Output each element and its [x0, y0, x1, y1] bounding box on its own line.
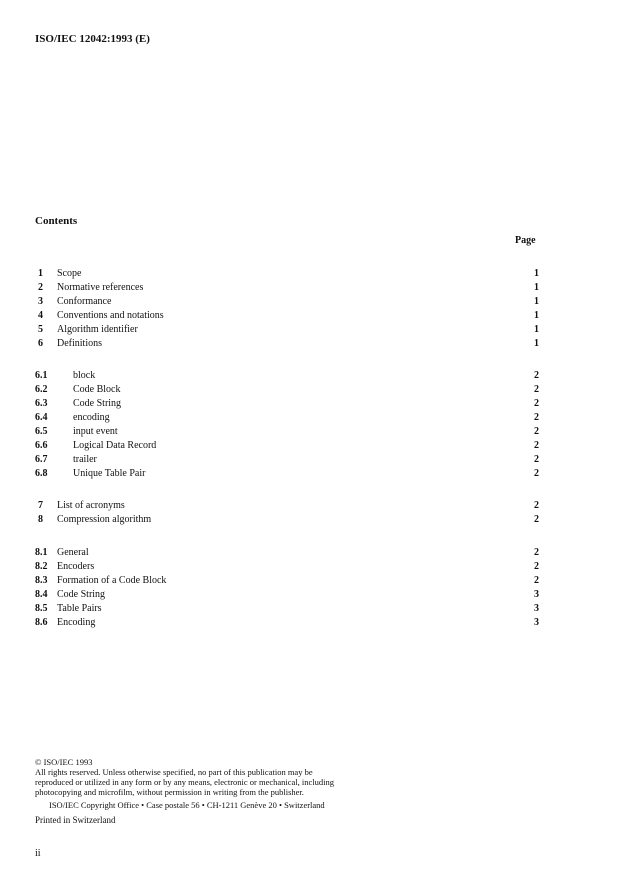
toc-entry-page: 1	[534, 338, 539, 349]
page-number: ii	[35, 848, 41, 859]
toc-entry-page: 2	[534, 412, 539, 423]
toc-entry-page: 2	[534, 440, 539, 451]
toc-entry-title: Logical Data Record	[73, 440, 157, 451]
document-header: ISO/IEC 12042:1993 (E)	[35, 33, 150, 45]
copyright-line: © ISO/IEC 1993	[35, 757, 93, 767]
contents-heading: Contents	[35, 215, 78, 227]
toc-entry	[35, 309, 539, 323]
toc-entry-title: Definitions	[57, 338, 102, 349]
toc-entry-title: Normative references	[57, 282, 144, 293]
copyright-notice	[35, 757, 395, 810]
toc-entry-page: 2	[534, 398, 539, 409]
toc-entry-page: 1	[534, 296, 539, 307]
toc-entry	[35, 602, 539, 616]
toc-entry-title: Code String	[73, 398, 122, 409]
page-column-label: Page	[515, 235, 536, 246]
toc-entry-page: 2	[534, 547, 539, 558]
toc-entry-title: encoding	[73, 412, 110, 423]
toc-entry-page: 2	[534, 426, 539, 437]
toc-entry-number: 8.1	[35, 547, 48, 558]
copyright-office: ISO/IEC Copyright Office • Case postale 56 • CH-1211 Genève 20 • Switzerland	[49, 800, 325, 810]
toc-entry	[35, 369, 539, 383]
toc-entry-number: 3	[38, 296, 43, 307]
toc-entry	[35, 499, 539, 513]
toc-entry-number: 6.7	[35, 454, 48, 465]
toc-entry-page: 2	[534, 454, 539, 465]
toc-entry-title: block	[73, 370, 96, 381]
rights-line: All rights reserved. Unless otherwise specified, no part of this publication may be	[35, 767, 313, 777]
toc-entry-page: 3	[534, 617, 539, 628]
toc-entry	[35, 295, 539, 309]
toc-entry	[35, 323, 539, 337]
toc-entry	[35, 397, 539, 411]
toc-entry-title: Conformance	[57, 296, 112, 307]
toc-entry-page: 3	[534, 603, 539, 614]
printed-in: Printed in Switzerland	[35, 815, 116, 825]
toc-entry-title: Code Block	[73, 384, 121, 395]
toc-entry-number: 2	[38, 282, 43, 293]
toc-entry-page: 2	[534, 500, 539, 511]
toc-entry-number: 8.2	[35, 561, 48, 572]
toc-entry-number: 6.3	[35, 398, 48, 409]
toc-entry-number: 6.6	[35, 440, 48, 451]
toc-entry	[35, 560, 539, 574]
toc-entry-title: Code String	[57, 589, 106, 600]
toc-entry	[35, 267, 539, 281]
rights-line: photocopying and microfilm, without permission in writing from the publisher.	[35, 787, 304, 797]
toc-entry	[35, 383, 539, 397]
toc-entry-number: 4	[38, 310, 43, 321]
toc-entry-title: Encoders	[57, 561, 95, 572]
toc-entry-page: 2	[534, 575, 539, 586]
toc-group-definitions	[35, 369, 539, 481]
toc-entry-number: 8.5	[35, 603, 48, 614]
toc-entry-title: input event	[73, 426, 118, 437]
toc-entry-title: Table Pairs	[57, 603, 102, 614]
toc-entry-number: 8.3	[35, 575, 48, 586]
toc-entry-title: Encoding	[57, 617, 96, 628]
toc-entry-page: 1	[534, 268, 539, 279]
toc-entry	[35, 588, 539, 602]
toc-entry	[35, 467, 539, 481]
toc-entry-number: 8.4	[35, 589, 48, 600]
toc-entry	[35, 546, 539, 560]
toc-entry-number: 6	[38, 338, 43, 349]
toc-entry-title: Formation of a Code Block	[57, 575, 167, 586]
toc-entry-number: 8	[38, 514, 43, 525]
toc-entry-number: 6.1	[35, 370, 48, 381]
toc-entry-number: 6.2	[35, 384, 48, 395]
toc-entry	[35, 574, 539, 588]
toc-entry	[35, 411, 539, 425]
toc-entry-number: 1	[38, 268, 43, 279]
toc-entry-title: Unique Table Pair	[73, 468, 146, 479]
toc-entry	[35, 425, 539, 439]
toc-entry-page: 2	[534, 370, 539, 381]
toc-entry-page: 2	[534, 384, 539, 395]
toc-entry-page: 3	[534, 589, 539, 600]
toc-group-main-1	[35, 267, 539, 351]
toc-entry	[35, 439, 539, 453]
toc-entry-number: 6.5	[35, 426, 48, 437]
toc-entry	[35, 513, 539, 527]
toc-entry-page: 1	[534, 282, 539, 293]
toc-entry-number: 8.6	[35, 617, 48, 628]
rights-line: reproduced or utilized in any form or by any means, electronic or mechanical, including	[35, 777, 335, 787]
toc-entry	[35, 453, 539, 467]
toc-entry	[35, 616, 539, 630]
toc-group-compression	[35, 546, 539, 630]
toc-entry-page: 1	[534, 324, 539, 335]
toc-entry	[35, 337, 539, 351]
toc-entry-number: 7	[38, 500, 43, 511]
toc-entry-title: List of acronyms	[57, 500, 125, 511]
toc-entry-number: 5	[38, 324, 43, 335]
toc-entry-title: Scope	[57, 268, 82, 279]
toc-entry-page: 2	[534, 514, 539, 525]
toc-entry-title: General	[57, 547, 89, 558]
toc-entry-title: Compression algorithm	[57, 514, 152, 525]
toc-entry-title: Algorithm identifier	[57, 324, 138, 335]
toc-entry-number: 6.4	[35, 412, 48, 423]
toc-entry-page: 2	[534, 468, 539, 479]
toc-entry-title: trailer	[73, 454, 97, 465]
toc-entry-number: 6.8	[35, 468, 48, 479]
toc-entry-page: 2	[534, 561, 539, 572]
toc-entry	[35, 281, 539, 295]
toc-group-main-2	[35, 499, 539, 527]
toc-entry-title: Conventions and notations	[57, 310, 164, 321]
toc-entry-page: 1	[534, 310, 539, 321]
